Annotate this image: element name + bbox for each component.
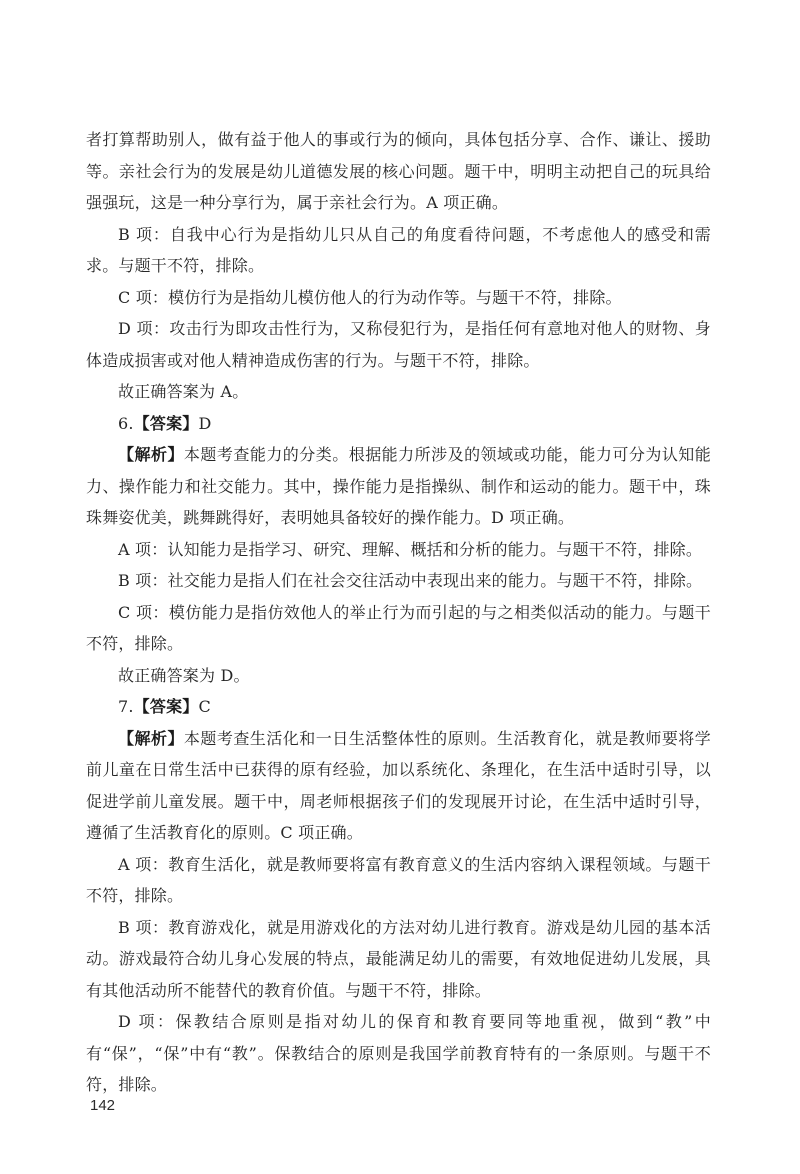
paragraph-text: C 项：模仿能力是指仿效他人的举止行为而引起的与之相类似活动的能力。与题干不符，排除。 (86, 602, 711, 653)
paragraph-text: B 项：自我中心行为是指幼儿只从自己的角度看待问题，不考虑他人的感受和需求。与题干不符，排除。 (86, 224, 711, 275)
page-number: 142 (90, 1097, 116, 1114)
paragraph-text: D 项：攻击行为即攻击性行为，又称侵犯行为，是指任何有意地对他人的财物、身体造成损害或对他人精神造成伤害的行为。与题干不符，排除。 (86, 319, 711, 370)
paragraph-text: A 项：教育生活化，就是教师要将富有教育意义的生活内容纳入课程领域。与题干不符，排除。 (86, 854, 711, 905)
paragraph-text: 本题考查生活化和一日生活整体性的原则。生活教育化，就是教师要将学前儿童在日常生活中已获得的原有经验，加以系统化、条理化，在生活中适时引导，以促进学前儿童发展。题干中，周老师根据孩子们的发现展开讨论，在生活中适时引导，遵循了生活教育化的原则。C 项正确。 (86, 728, 711, 842)
question-number: 6. (118, 413, 134, 433)
paragraph-text: B 项：教育游戏化，就是用游戏化的方法对幼儿进行教育。游戏是幼儿园的基本活动。游戏最符合幼儿身心发展的特点，最能满足幼儿的需要，有效地促进幼儿发展，具有其他活动所不能替代的教育价值。与题干不符，排除。 (86, 917, 711, 1000)
paragraph-option-a-education-life (86, 849, 711, 912)
paragraph-text: 本题考查能力的分类。根据能力所涉及的领域或功能，能力可分为认知能力、操作能力和社交能力。其中，操作能力是指操纵、制作和运动的能力。题干中，珠珠舞姿优美，跳舞跳得好，表明她具备较好的操作能力。D 项正确。 (86, 445, 711, 527)
paragraph-text: 故正确答案为 D。 (118, 665, 250, 685)
answer-value: C (198, 697, 211, 716)
document-body (86, 124, 711, 1101)
paragraph-text: 者打算帮助别人，做有益于他人的事或行为的倾向，具体包括分享、合作、谦让、援助等。亲社会行为的发展是幼儿道德发展的核心问题。题干中，明明主动把自己的玩具给强强玩，这是一种分享行为，属于亲社会行为。A 项正确。 (86, 130, 711, 212)
paragraph-text: 故正确答案为 A。 (118, 382, 249, 401)
analysis-label: 【解析】 (118, 728, 184, 748)
paragraph-answer-summary-a (86, 376, 711, 408)
question-6-analysis (86, 439, 711, 534)
paragraph-text: C 项：模仿行为是指幼儿模仿他人的行为动作等。与题干不符，排除。 (118, 287, 622, 307)
paragraph-option-d-care-education (86, 1006, 711, 1101)
paragraph-answer-summary-d (86, 660, 711, 692)
answer-label: 【答案】 (133, 413, 199, 433)
paragraph-text: A 项：认知能力是指学习、研究、理解、概括和分析的能力。与题干不符，排除。 (118, 539, 703, 559)
answer-label: 【答案】 (133, 697, 199, 716)
paragraph-option-a-cognitive (86, 534, 711, 566)
paragraph-option-b-egocentric (86, 219, 711, 282)
paragraph-prosocial-conclusion (86, 124, 711, 219)
question-7-analysis (86, 723, 711, 849)
question-7-answer (86, 691, 711, 723)
answer-value: D (198, 413, 212, 433)
paragraph-text: B 项：社交能力是指人们在社会交往活动中表现出来的能力。与题干不符，排除。 (118, 571, 703, 590)
analysis-label: 【解析】 (118, 445, 184, 464)
paragraph-option-c-imitation-ability (86, 597, 711, 660)
paragraph-option-b-education-game (86, 912, 711, 1007)
paragraph-option-c-imitation (86, 282, 711, 314)
paragraph-text: D 项：保教结合原则是指对幼儿的保育和教育要同等地重视，做到“教”中有“保”，“保”中有“教”。保教结合的原则是我国学前教育特有的一条原则。与题干不符，排除。 (86, 1012, 711, 1094)
question-number: 7. (118, 697, 134, 716)
paragraph-option-d-aggression (86, 313, 711, 376)
paragraph-option-b-social (86, 565, 711, 597)
question-6-answer (86, 408, 711, 440)
